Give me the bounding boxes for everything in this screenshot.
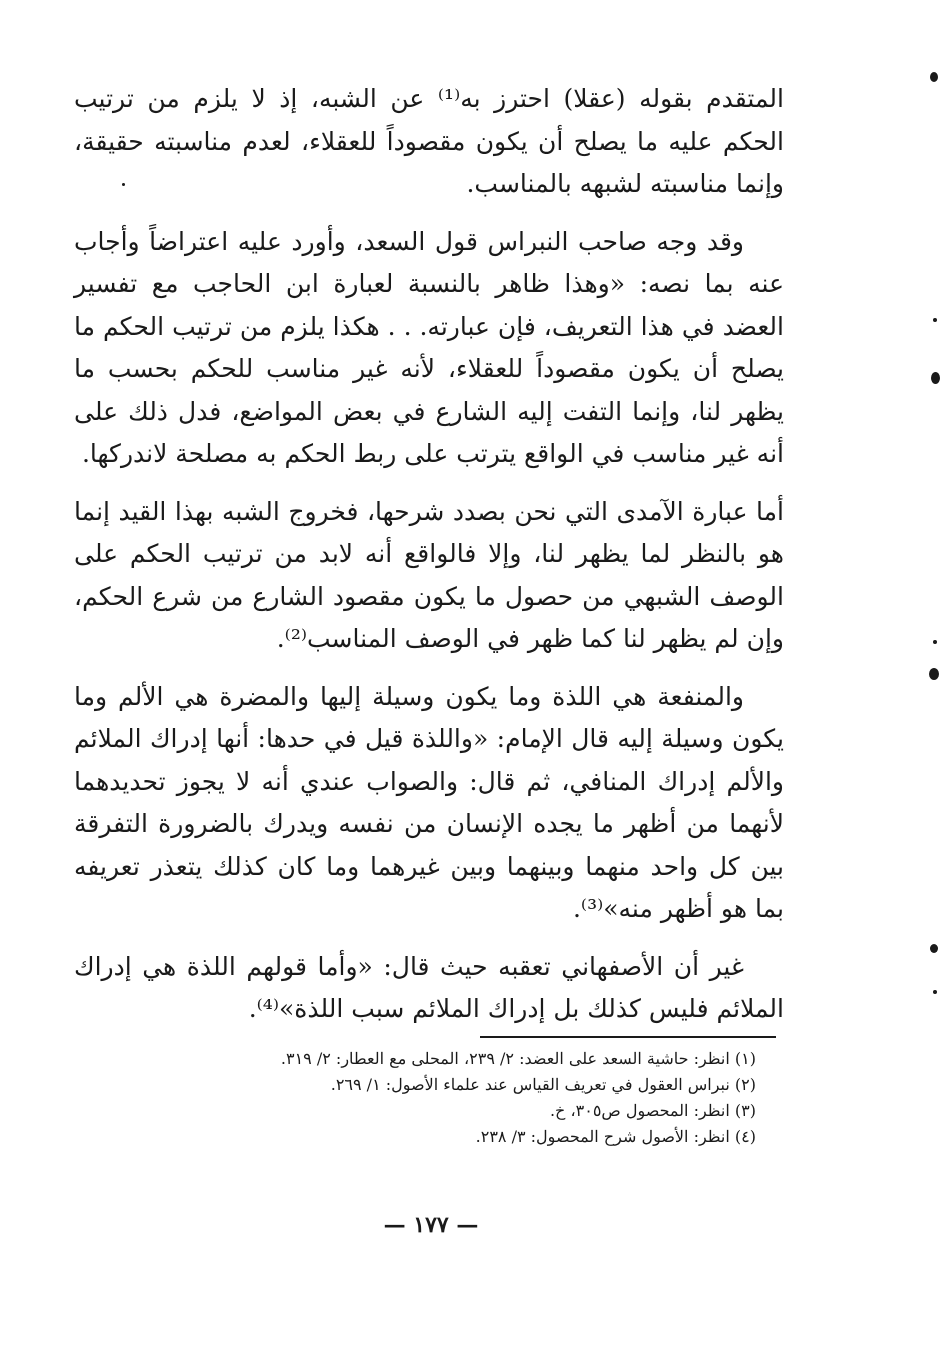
paragraph-5: غير أن الأصفهاني تعقبه حيث قال: «وأما قولهم اللذة هي إدراك الملائم فليس كذلك بل إدراك الملائم سبب اللذة»⁽⁴⁾. (74, 951, 784, 1023)
body-text (74, 78, 784, 1046)
paragraph-4: والمنفعة هي اللذة وما يكون وسيلة إليها والمضرة هي الألم وما يكون وسيلة إليه قال الإمام: «واللذة قيل في حدها: أنها إدراك الملائم والألم إدراك المنافي، ثم قال: والصواب عندي أنه لا يجوز تحديدهما لأنهما من أظهر ما يجده الإنسان من نفسه ويدرك بالضرورة التفرقة بين كل واحد منهما وبينهما وبين غيرهما وما كان كذلك يتعذر تعريفه بما هو أظهر منه»⁽³⁾. (74, 681, 784, 923)
paragraph-3: أما عبارة الآمدى التي نحن بصدد شرحها، فخروج الشبه بهذا القيد إنما هو بالنظر لما يظهر لنا، وإلا فالواقع أنه لابد من ترتيب الحكم على الوصف الشبهي من حصول ما يكون مقصود الشارع من شرع الحكم، وإن لم يظهر لنا كما ظهر في الوصف المناسب⁽²⁾. (74, 496, 784, 653)
scan-speck (930, 944, 938, 953)
footnote-2: (٢) نبراس العقول في تعريف القياس عند علماء الأصول: ١/ ٢٦٩. (330, 1075, 756, 1094)
scan-speck (933, 640, 937, 644)
scan-speck (933, 318, 937, 322)
page-number: — ١٧٧ — (383, 1212, 479, 1238)
paragraph-2: وقد وجه صاحب النبراس قول السعد، وأورد عليه اعتراضاً وأجاب عنه بما نصه: «وهذا ظاهر بالنسبة لعبارة ابن الحاجب مع تفسير العضد في هذا التعريف، فإن عبارته. . . هكذا يلزم من ترتيب الحكم ما يصلح أن يكون مقصوداً للعقلاء، لأنه غير مناسب للحكم بحسب ما يظهر لنا، وإنما التفت إليه الشارع في بعض المواضع، فدل ذلك على أنه غير مناسب في الواقع يترتب على ربط الحكم به مصلحة لاندركها. (74, 226, 784, 468)
footnote-1: (١) انظر: حاشية السعد على العضد: ٢/ ٢٣٩، المحلى مع العطار: ٢/ ٣١٩. (280, 1049, 756, 1068)
footnote-divider (480, 1036, 776, 1038)
scan-speck (930, 72, 938, 82)
paragraph-1: المتقدم بقوله (عقلا) احترز به⁽¹⁾ عن الشبه، إذ لا يلزم من ترتيب الحكم عليه ما يصلح أن يكون مقصوداً للعقلاء، لعدم مناسبته حقيقة، وإنما مناسبته لشبهه بالمناسب. (74, 84, 784, 198)
footnote-3: (٣) انظر: المحصول ص٣٠٥، خ. (549, 1101, 756, 1120)
footnote-4: (٤) انظر: الأصول شرح المحصول: ٣/ ٢٣٨. (475, 1127, 756, 1146)
scan-speck (931, 372, 940, 384)
scan-speck (929, 668, 939, 680)
footnotes (200, 1046, 756, 1150)
scan-speck (122, 183, 125, 186)
scan-speck (933, 990, 937, 994)
